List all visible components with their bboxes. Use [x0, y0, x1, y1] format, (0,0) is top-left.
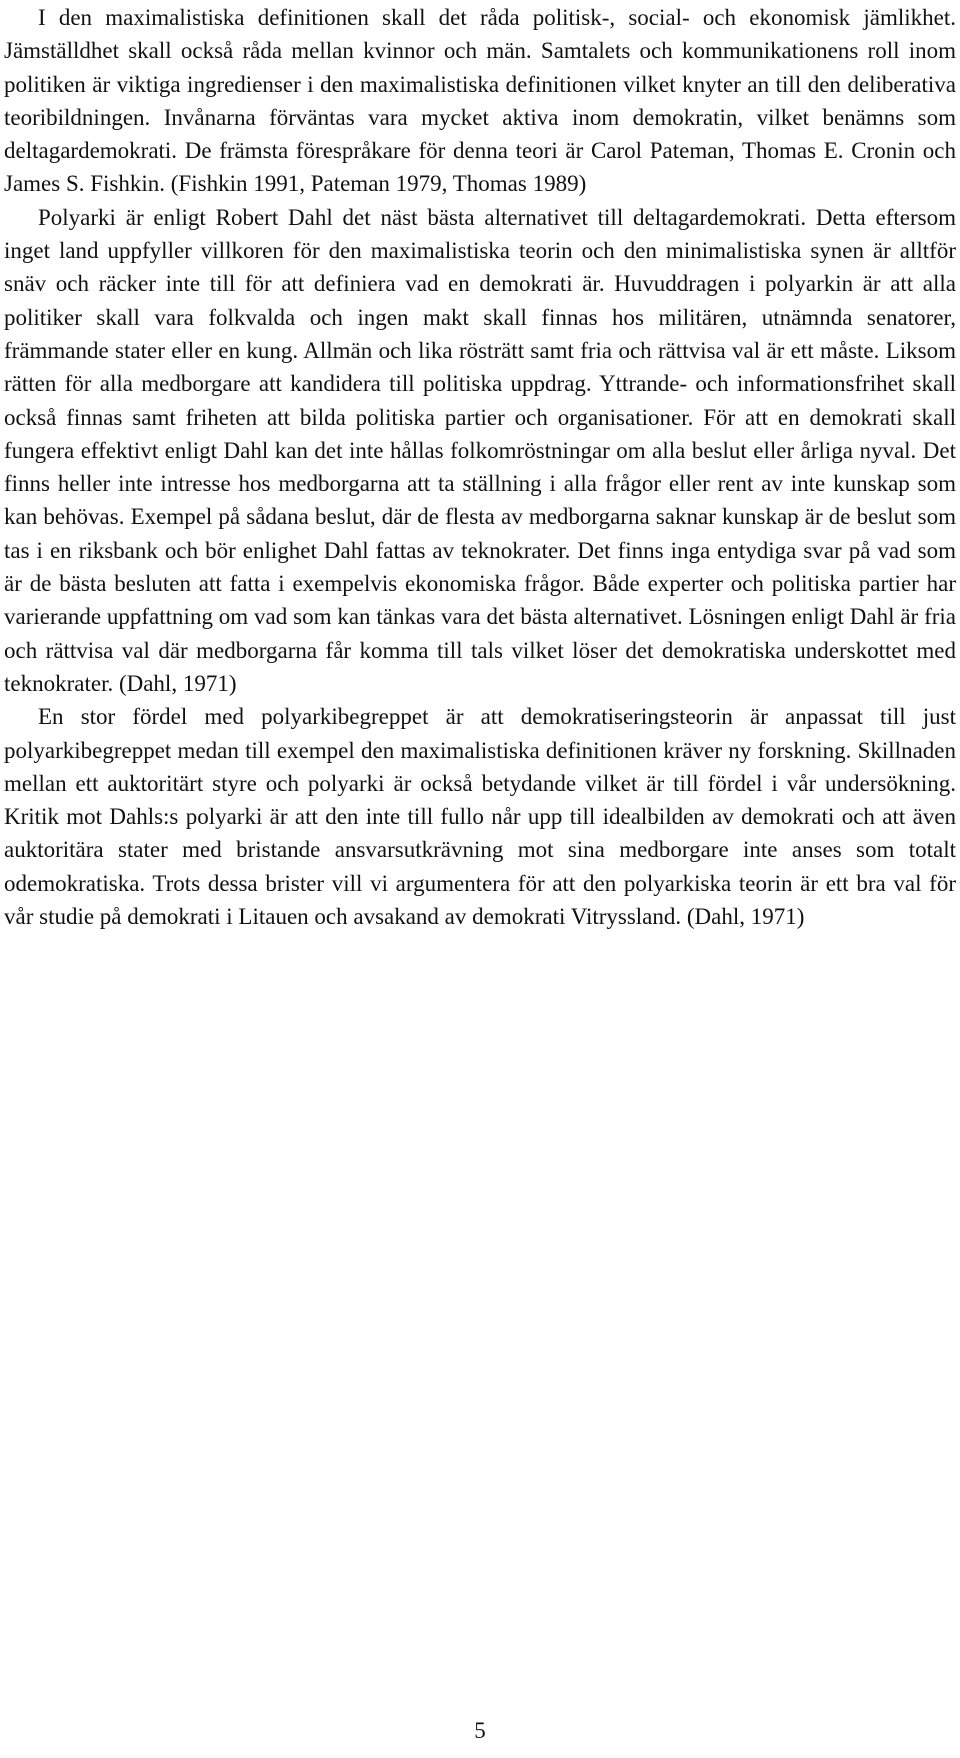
paragraph-polyarchy-advantages: En stor fördel med polyarkibegreppet är att demokratiseringsteorin är anpassat till just polyarkibegreppet medan till exempel den maximalistiska definitionen kräver ny forskning. Skillnaden mellan ett auktoritärt styre och polyarki är också betydande vilket är till fördel i vår undersökning. Kritik mot Dahls:s polyarki är att den inte till fullo når upp till idealbilden av demokrati och att även auktoritära stater med bristande ansvarsutkrävning mot sina medborgare inte anses som totalt odemokratiska. Trots dessa brister vill vi argumentera för att den polyarkiska teorin är ett bra val för vår studie på demokrati i Litauen och avsakand av demokrati Vitryssland. (Dahl, 1971)	[4, 704, 956, 930]
body-text	[4, 1, 956, 933]
page-number: 5	[474, 1718, 486, 1743]
paragraph-polyarchy: Polyarki är enligt Robert Dahl det näst bästa alternativet till deltagardemokrati. Detta eftersom inget land uppfyller villkoren för den maximalistiska teorin och den minimalistiska synen är alltför snäv och räcker inte till för att definiera vad en demokrati är. Huvuddragen i polyarkin är att alla politiker skall vara folkvalda och ingen makt skall finnas hos militären, utnämnda senatorer, främmande stater eller en kung. Allmän och lika rösträtt samt fria och rättvisa val är ett måste. Liksom rätten för alla medborgare att kandidera till politiska uppdrag. Yttrande- och informationsfrihet skall också finnas samt friheten att bilda politiska partier och organisationer. För att en demokrati skall fungera effektivt enligt Dahl kan det inte hållas folkomröstningar om alla beslut eller årliga nyval. Det finns heller inte intresse hos medborgarna att ta ställning i alla frågor eller rent av inte kunskap som kan behövas. Exempel på sådana beslut, där de flesta av medborgarna saknar kunskap är de beslut som tas i en riksbank och bör enlighet Dahl fattas av teknokrater. Det finns inga entydiga svar på vad som är de bästa besluten att fatta i exempelvis ekonomiska frågor. Både experter och politiska partier har varierande uppfattning om vad som kan tänkas vara det bästa alternativet. Lösningen enligt Dahl är fria och rättvisa val där medborgarna får komma till tals vilket löser det demokratiska underskottet med teknokrater. (Dahl, 1971)	[4, 204, 956, 696]
paragraph-maximalist-definition: I den maximalistiska definitionen skall det råda politisk-, social- och ekonomisk jämlikhet. Jämställdhet skall också råda mellan kvinnor och män. Samtalets och kommunikationens roll inom politiken är viktiga ingredienser i den maximalistiska definitionen vilket knyter an till den deliberativa teoribildningen. Invånarna förväntas vara mycket aktiva inom demokratin, vilket benämns som deltagardemokrati. De främsta förespråkare för denna teori är Carol Pateman, Thomas E. Cronin och James S. Fishkin. (Fishkin 1991, Pateman 1979, Thomas 1989)	[4, 5, 956, 197]
